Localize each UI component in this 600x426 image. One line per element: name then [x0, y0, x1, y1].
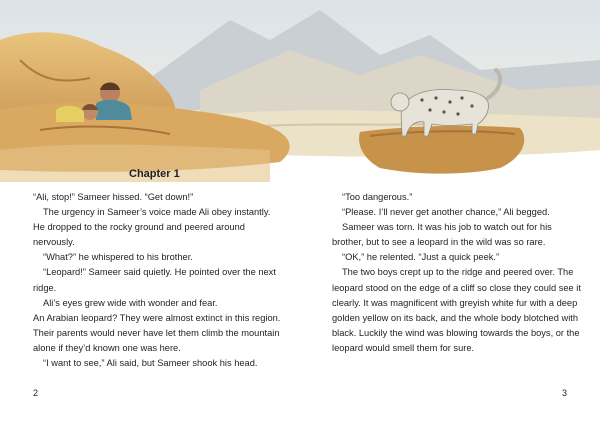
paragraph: The two boys crept up to the ridge and peered over. The leopard stood on the edge of a cliff so close they could see it clearly. It was magnificent with greyish white fur with a deep golden yellow on its back, and the whole body blotched with black. Luckily the wind was blowing towards the boys, or the leopard would smell them for sure. — [332, 267, 581, 353]
paragraph: The urgency in Sameer’s voice made Ali obey instantly. He dropped to the rocky ground and peered around nervously. — [33, 207, 271, 248]
paragraph: Ali’s eyes grew wide with wonder and fear. — [43, 297, 218, 308]
chapter-title: Chapter 1 — [129, 168, 180, 180]
paragraph: “OK,” he relented. “Just a quick peek.” — [342, 252, 500, 263]
illustration-boys-watching-leopard — [0, 0, 600, 182]
paragraph: Sameer was torn. It was his job to watch out for his brother, but to see a leopard in the wild was so rare. — [332, 222, 552, 248]
paragraph: “Ali, stop!” Sameer hissed. “Get down!” — [33, 192, 194, 202]
paragraph: “What?” he whispered to his brother. — [43, 252, 193, 263]
paragraph: An Arabian leopard? They were almost extinct in this region. Their parents would never have let them climb the mountain alone if they’d known one was here. — [33, 312, 281, 353]
right-page-text — [332, 190, 582, 356]
paragraph: “Leopard!” Sameer said quietly. He pointed over the next ridge. — [33, 267, 276, 293]
paragraph: “Please. I’ll never get another chance,” Ali begged. — [342, 207, 550, 218]
paragraph: “Too dangerous.” — [342, 192, 413, 202]
left-page-text — [33, 190, 283, 371]
page-number-right: 3 — [562, 388, 568, 398]
page-number-left: 2 — [33, 388, 39, 398]
paragraph: “I want to see,” Ali said, but Sameer shook his head. — [43, 358, 258, 369]
